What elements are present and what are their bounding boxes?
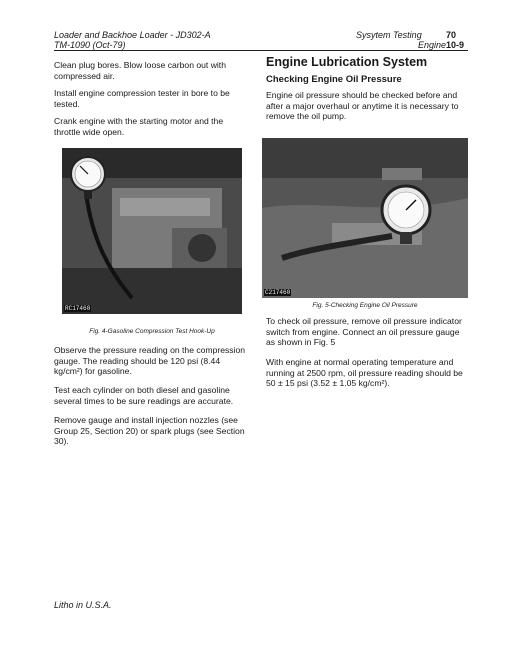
photo-id-fig5: C217460 — [265, 289, 291, 296]
left-paragraph-3: Crank engine with the starting motor and the throttle wide open. — [54, 116, 224, 137]
header-page-number: 70 — [446, 30, 457, 40]
left-paragraph-1: Clean plug bores. Blow loose carbon out with compressed air. — [54, 60, 226, 81]
section-title: Engine Lubrication System — [266, 55, 428, 69]
oil-gauge-photo-image — [262, 138, 468, 298]
header-section-number: 10-9 — [446, 40, 465, 50]
footer-litho: Litho in U.S.A. — [54, 600, 112, 610]
caption-fig4: Fig. 4-Gasoline Compression Test Hook-Up — [89, 328, 215, 335]
header-manual-code: TM-1090 (Oct-79) — [54, 40, 126, 50]
right-paragraph-3: With engine at normal operating temperature and running at 2500 rpm, oil pressure reading should be 50 ± 15 psi (3.52 ± 1.05 kg/cm²). — [266, 357, 463, 389]
left-paragraph-5: Test each cylinder on both diesel and gasoline several times to be sure readings are accurate. — [54, 385, 234, 406]
header-manual-title: Loader and Backhoe Loader - JD302-A — [54, 30, 211, 40]
left-paragraph-6: Remove gauge and install injection nozzles (see Group 25, Section 20) or spark plugs (see Section 30). — [54, 415, 245, 447]
engine-photo-image — [62, 148, 242, 314]
header-rule — [54, 50, 468, 51]
photo-oil-pressure — [262, 138, 468, 298]
left-paragraph-2: Install engine compression tester in bore to be tested. — [54, 88, 230, 109]
subsection-title: Checking Engine Oil Pressure — [266, 74, 402, 85]
header-section-name: Sysytem Testing — [356, 30, 422, 40]
caption-fig5: Fig. 5-Checking Engine Oil Pressure — [312, 302, 418, 309]
left-paragraph-4: Observe the pressure reading on the compression gauge. The reading should be 120 psi (8.44 kg/cm²) for gasoline. — [54, 345, 246, 377]
right-paragraph-2: To check oil pressure, remove oil pressure indicator switch from engine. Connect an oil pressure gauge as shown in Fig. 5 — [266, 316, 462, 348]
right-paragraph-1: Engine oil pressure should be checked before and after a major overhaul or anytime it is necessary to remove the oil pump. — [266, 90, 459, 122]
header-subsection: Engine — [418, 40, 447, 50]
photo-compression-test — [62, 148, 242, 314]
photo-id-fig4: RC17460 — [65, 305, 91, 312]
